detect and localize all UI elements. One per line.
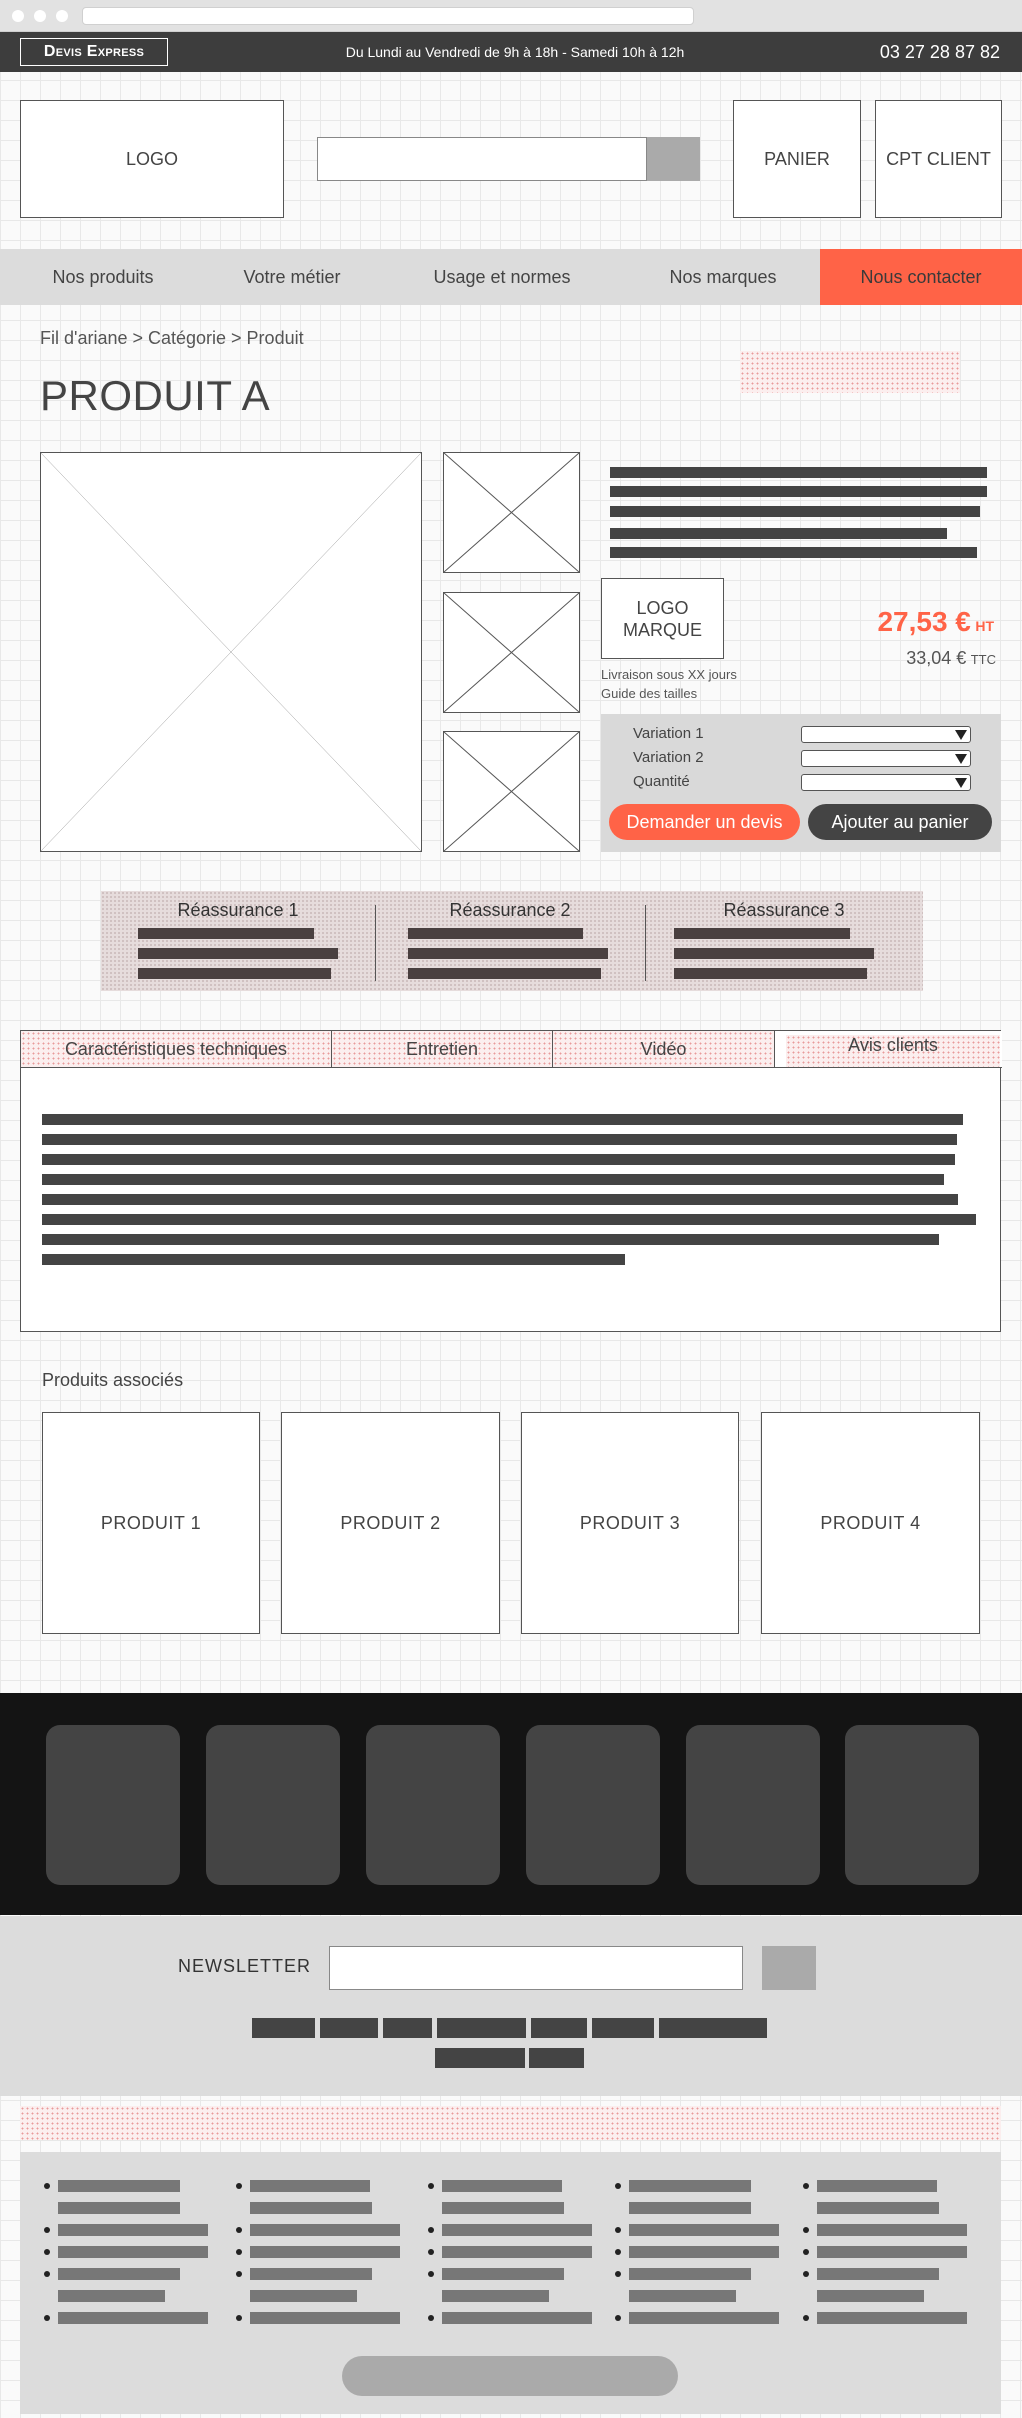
footer-link[interactable] (817, 2180, 937, 2192)
quantity-label: Quantité (633, 773, 690, 790)
footer-link[interactable] (320, 2018, 378, 2038)
footer-link[interactable] (442, 2246, 592, 2258)
footer-link[interactable] (252, 2018, 315, 2038)
reassurance-band (101, 891, 923, 991)
main-nav (0, 249, 1022, 305)
reassurance-title-1: Réassurance 1 (177, 900, 299, 920)
footer-link[interactable] (629, 2312, 779, 2324)
footer-link[interactable] (250, 2312, 400, 2324)
footer-button[interactable] (342, 2356, 678, 2396)
reassurance-line (138, 928, 314, 939)
tab-reviews-label: Avis clients (786, 1035, 1000, 1067)
footer-strip (20, 2106, 1001, 2140)
footer-link[interactable] (817, 2312, 967, 2324)
description-line (610, 506, 980, 517)
product-thumbnail[interactable] (443, 452, 580, 573)
brand-tiles-band (0, 1693, 1022, 1915)
footer-link[interactable] (629, 2246, 779, 2258)
browser-chrome (0, 0, 1022, 32)
tab-video[interactable]: Vidéo (553, 1031, 775, 1068)
footer-column (817, 2180, 969, 2334)
footer-link[interactable] (442, 2202, 564, 2214)
footer-link[interactable] (629, 2290, 736, 2302)
reassurance-line (138, 968, 331, 979)
newsletter-section (0, 1916, 1022, 2096)
variation-panel (601, 714, 1001, 852)
footer-link[interactable] (629, 2224, 779, 2236)
footer-link[interactable] (629, 2268, 751, 2280)
cart-button[interactable]: PANIER (733, 100, 861, 218)
tab-content-line (42, 1154, 955, 1165)
price-ttc (906, 648, 996, 669)
brand-tile[interactable] (206, 1725, 340, 1885)
tab-content-line (42, 1174, 944, 1185)
price-ht-unit: HT (975, 618, 994, 634)
related-products-title: Produits associés (42, 1370, 184, 1390)
reassurance-title-2: Réassurance 2 (449, 900, 571, 920)
reassurance-line (408, 948, 608, 959)
newsletter-label: NEWSLETTER (178, 1956, 312, 1976)
newsletter-submit-button[interactable] (762, 1946, 816, 1990)
footer-link[interactable] (250, 2180, 370, 2192)
footer-link[interactable] (442, 2312, 592, 2324)
product-main-image[interactable] (40, 452, 422, 852)
related-product-card[interactable]: PRODUIT 2 (281, 1412, 500, 1634)
footer (20, 2152, 1001, 2414)
nav-item-brands[interactable]: Nos marques (669, 266, 777, 287)
footer-link[interactable] (435, 2048, 525, 2068)
delivery-info: Livraison sous XX jours (601, 667, 737, 682)
top-bar (0, 32, 1022, 72)
nav-item-trade[interactable]: Votre métier (243, 266, 341, 287)
window-close-icon[interactable] (12, 10, 24, 22)
tab-content-line (42, 1114, 963, 1125)
footer-link[interactable] (58, 2180, 180, 2192)
footer-link[interactable] (817, 2246, 967, 2258)
reassurance-line (674, 948, 874, 959)
breadcrumb[interactable]: Fil d'ariane > Catégorie > Produit (40, 328, 304, 348)
brand-logo-box[interactable]: LOGO MARQUE (601, 578, 724, 659)
variation1-label: Variation 1 (633, 725, 704, 742)
reassurance-title-3: Réassurance 3 (723, 900, 845, 920)
tab-content-line (42, 1194, 958, 1205)
reassurance-line (408, 928, 583, 939)
tab-content-line (42, 1234, 939, 1245)
footer-link[interactable] (250, 2246, 400, 2258)
price-ttc-unit: TTC (970, 652, 996, 667)
tab-content-line (42, 1214, 976, 1225)
site-logo[interactable]: LOGO (20, 100, 284, 218)
tab-reviews[interactable] (775, 1031, 1002, 1068)
tab-content-line (42, 1254, 625, 1265)
variation1-select[interactable] (801, 726, 971, 743)
footer-column (250, 2180, 402, 2334)
window-minimize-icon[interactable] (34, 10, 46, 22)
footer-link[interactable] (250, 2290, 357, 2302)
tab-technical-specs[interactable]: Caractéristiques techniques (21, 1031, 332, 1068)
request-quote-button[interactable]: Demander un devis (609, 804, 800, 840)
footer-link[interactable] (58, 2290, 165, 2302)
brand-tile[interactable] (526, 1725, 660, 1885)
brand-tile[interactable] (366, 1725, 500, 1885)
quantity-select[interactable] (801, 774, 971, 791)
newsletter-email-input[interactable] (329, 1946, 743, 1990)
footer-link[interactable] (817, 2202, 939, 2214)
related-product-card[interactable]: PRODUIT 4 (761, 1412, 980, 1634)
footer-link[interactable] (58, 2268, 180, 2280)
reassurance-line (138, 948, 338, 959)
footer-link[interactable] (58, 2246, 208, 2258)
product-thumbnail[interactable] (443, 592, 580, 713)
price-ht-value: 27,53 € (877, 606, 971, 637)
footer-link[interactable] (529, 2048, 584, 2068)
reassurance-line (408, 968, 601, 979)
address-bar[interactable] (82, 7, 694, 25)
footer-link[interactable] (58, 2312, 208, 2324)
search-input[interactable] (317, 137, 647, 181)
product-thumbnail[interactable] (443, 731, 580, 852)
description-line (610, 467, 987, 478)
reassurance-line (674, 928, 850, 939)
footer-link[interactable] (437, 2018, 526, 2038)
brand-tile[interactable] (46, 1725, 180, 1885)
tab-content-line (42, 1134, 957, 1145)
product-tabs (20, 1030, 1001, 1332)
footer-link[interactable] (250, 2268, 372, 2280)
add-to-cart-button[interactable]: Ajouter au panier (808, 804, 992, 840)
footer-link[interactable] (250, 2202, 372, 2214)
description-line (610, 486, 987, 497)
variation2-select[interactable] (801, 750, 971, 767)
footer-link[interactable] (58, 2202, 180, 2214)
page-title: PRODUIT A (40, 372, 271, 419)
footer-column (58, 2180, 210, 2334)
phone-number[interactable]: 03 27 28 87 82 (879, 41, 1000, 62)
footer-link[interactable] (592, 2018, 654, 2038)
opening-hours: Du Lundi au Vendredi de 9h à 18h - Samedi 10h à 12h (345, 44, 685, 60)
footer-link[interactable] (817, 2268, 939, 2280)
footer-link[interactable] (442, 2224, 592, 2236)
variation2-label: Variation 2 (633, 749, 704, 766)
footer-link[interactable] (531, 2018, 587, 2038)
price-ht (877, 606, 994, 638)
nav-item-products[interactable]: Nos produits (52, 266, 154, 287)
reassurance-line (674, 968, 867, 979)
footer-link[interactable] (629, 2180, 751, 2192)
footer-link[interactable] (659, 2018, 767, 2038)
brand-logo[interactable]: Devis Express (20, 38, 168, 66)
description-line (610, 547, 977, 558)
footer-link[interactable] (817, 2290, 924, 2302)
promo-placeholder (740, 351, 960, 393)
brand-tile[interactable] (845, 1725, 979, 1885)
footer-column (442, 2180, 594, 2334)
account-button[interactable]: CPT CLIENT (875, 100, 1002, 218)
related-product-card[interactable]: PRODUIT 1 (42, 1412, 260, 1634)
footer-link[interactable] (629, 2202, 751, 2214)
footer-link[interactable] (442, 2290, 549, 2302)
brand-tile[interactable] (686, 1725, 820, 1885)
footer-link[interactable] (383, 2018, 432, 2038)
footer-link[interactable] (250, 2224, 400, 2236)
footer-link[interactable] (442, 2180, 562, 2192)
footer-link[interactable] (58, 2224, 208, 2236)
chevron-down-icon (955, 754, 967, 764)
chevron-down-icon (955, 730, 967, 740)
footer-link[interactable] (817, 2224, 967, 2236)
tab-care[interactable]: Entretien (332, 1031, 553, 1068)
nav-item-usage-standards[interactable]: Usage et normes (433, 266, 571, 287)
footer-column (629, 2180, 781, 2334)
search-button[interactable] (647, 137, 700, 181)
window-maximize-icon[interactable] (56, 10, 68, 22)
chevron-down-icon (955, 778, 967, 788)
description-line (610, 528, 947, 539)
footer-link[interactable] (442, 2268, 564, 2280)
size-guide-link[interactable]: Guide des tailles (601, 686, 698, 701)
price-ttc-value: 33,04 € (906, 648, 967, 668)
related-product-card[interactable]: PRODUIT 3 (521, 1412, 739, 1634)
nav-item-contact[interactable]: Nous contacter (820, 249, 1022, 305)
